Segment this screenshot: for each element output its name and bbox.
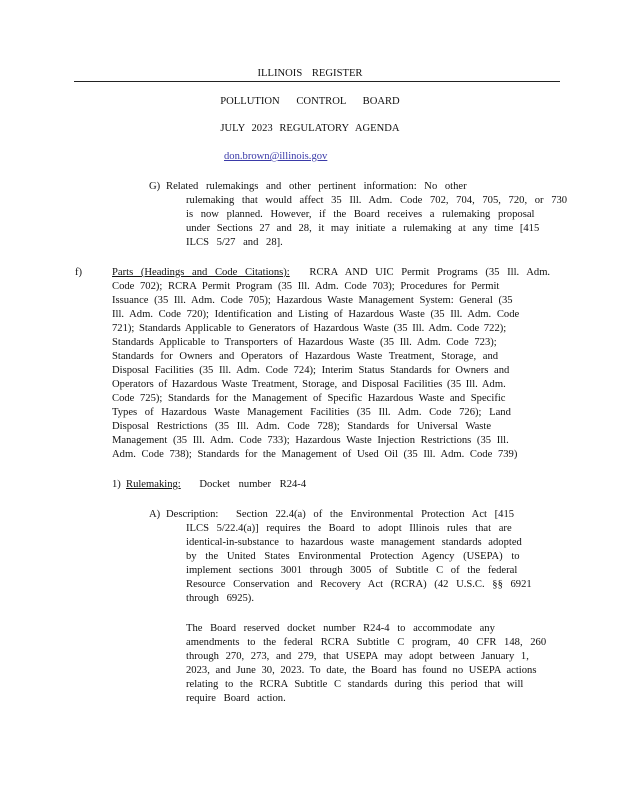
description-para2-line: require Board action. [186,693,286,704]
section-g-line: is now planned. However, if the Board receives a rulemaking proposal [186,209,535,220]
header-rule [74,81,560,82]
section-g-line: under Sections 27 and 28, it may initiate a rulemaking at any time [415 [186,223,540,234]
section-g-line: Related rulemakings and other pertinent information: No other [166,181,467,192]
section-f-line: Disposal Facilities (35 Ill. Adm. Code 724); Interim Status Standards for Owners and [112,365,510,376]
description-para2-line: The Board reserved docket number R24-4 to accommodate any [186,623,495,634]
docket-number: Docket number R24-4 [199,479,307,490]
description-para2-line: relating to the RCRA Subtitle C standards during this period that will [186,679,524,690]
section-g-line: rulemaking that would affect 35 Ill. Adm. Code 702, 704, 705, 720, or 730 [186,195,568,206]
contact-email-link[interactable]: don.brown@illinois.gov [224,151,328,162]
description-label: Description: [166,509,219,520]
description-line: implement sections 3001 through 3005 of Subtitle C of the federal [186,565,518,576]
description-line: identical-in-substance to hazardous waste management standards adopted [186,537,522,548]
description-line: ILCS 5/22.4(a)] requires the Board to adopt Illinois rules that are [186,523,512,534]
section-g-line: ILCS 5/27 and 28]. [186,237,283,248]
description-line: Section 22.4(a) of the Environmental Protection Act [415 [236,509,515,520]
board-title: POLLUTION CONTROL BOARD [220,96,400,107]
parts-heading: Parts (Headings and Code Citations): [112,267,290,278]
description-line: Resource Conservation and Recovery Act (RCRA) (42 U.S.C. §§ 6921 [186,579,532,590]
section-f-line: RCRA AND UIC Permit Programs (35 Ill. Adm. [309,267,551,278]
description-line: by the United States Environmental Protection Agency (USEPA) to [186,551,520,562]
section-f-line: Code 702); RCRA Permit Program (35 Ill. Adm. Code 703); Procedures for Permit [112,281,500,292]
description-marker: A) [149,509,161,520]
section-f-line: Management (35 Ill. Adm. Code 733); Hazardous Waste Injection Restrictions (35 Ill. [112,435,509,446]
section-f-first-line [112,266,550,280]
register-title: ILLINOIS REGISTER [257,68,363,79]
section-f-line: Standards for Owners and Operators of Hazardous Waste Treatment, Storage, and [112,351,499,362]
rulemaking-marker: 1) [112,479,121,490]
section-g-marker: G) [149,181,161,192]
description-para2-line: amendments to the federal RCRA Subtitle C program, 40 CFR 148, 260 [186,637,547,648]
section-f-line: 721); Standards Applicable to Generators of Hazardous Waste (35 Ill. Adm. Code 722); [112,323,507,334]
section-f-line: Ill. Adm. Code 720); Identification and Listing of Hazardous Waste (35 Ill. Adm. Code [112,309,520,320]
section-f-line: Issuance (35 Ill. Adm. Code 705); Hazardous Waste Management System: General (35 [112,295,513,306]
description-line: through 6925). [186,593,254,604]
section-f-line: Types of Hazardous Waste Management Facilities (35 Ill. Adm. Code 726); Land [112,407,511,418]
description-para2-line: 2023, and June 30, 2023. To date, the Board has found no USEPA actions [186,665,537,676]
agenda-title: JULY 2023 REGULATORY AGENDA [220,123,400,134]
section-f-line: Standards Applicable to Transporters of Hazardous Waste (35 Ill. Adm. Code 723); [112,337,497,348]
rulemaking-heading: Rulemaking: [126,479,181,490]
section-f-line: Code 725); Standards for the Management of Specific Hazardous Waste and Specific [112,393,506,404]
description-first-line [166,508,514,522]
section-f-marker: f) [75,267,83,278]
section-f-line: Operators of Hazardous Waste Treatment, Storage, and Disposal Facilities (35 Ill. Adm. [112,379,506,390]
description-para2-line: through 270, 273, and 279, that USEPA may adopt between January 1, [186,651,529,662]
section-f-line: Disposal Restrictions (35 Ill. Adm. Code 728); Standards for Universal Waste [112,421,492,432]
section-f-line: Adm. Code 738); Standards for the Management of Used Oil (35 Ill. Adm. Code 739) [112,449,518,460]
rulemaking-line [126,478,306,492]
